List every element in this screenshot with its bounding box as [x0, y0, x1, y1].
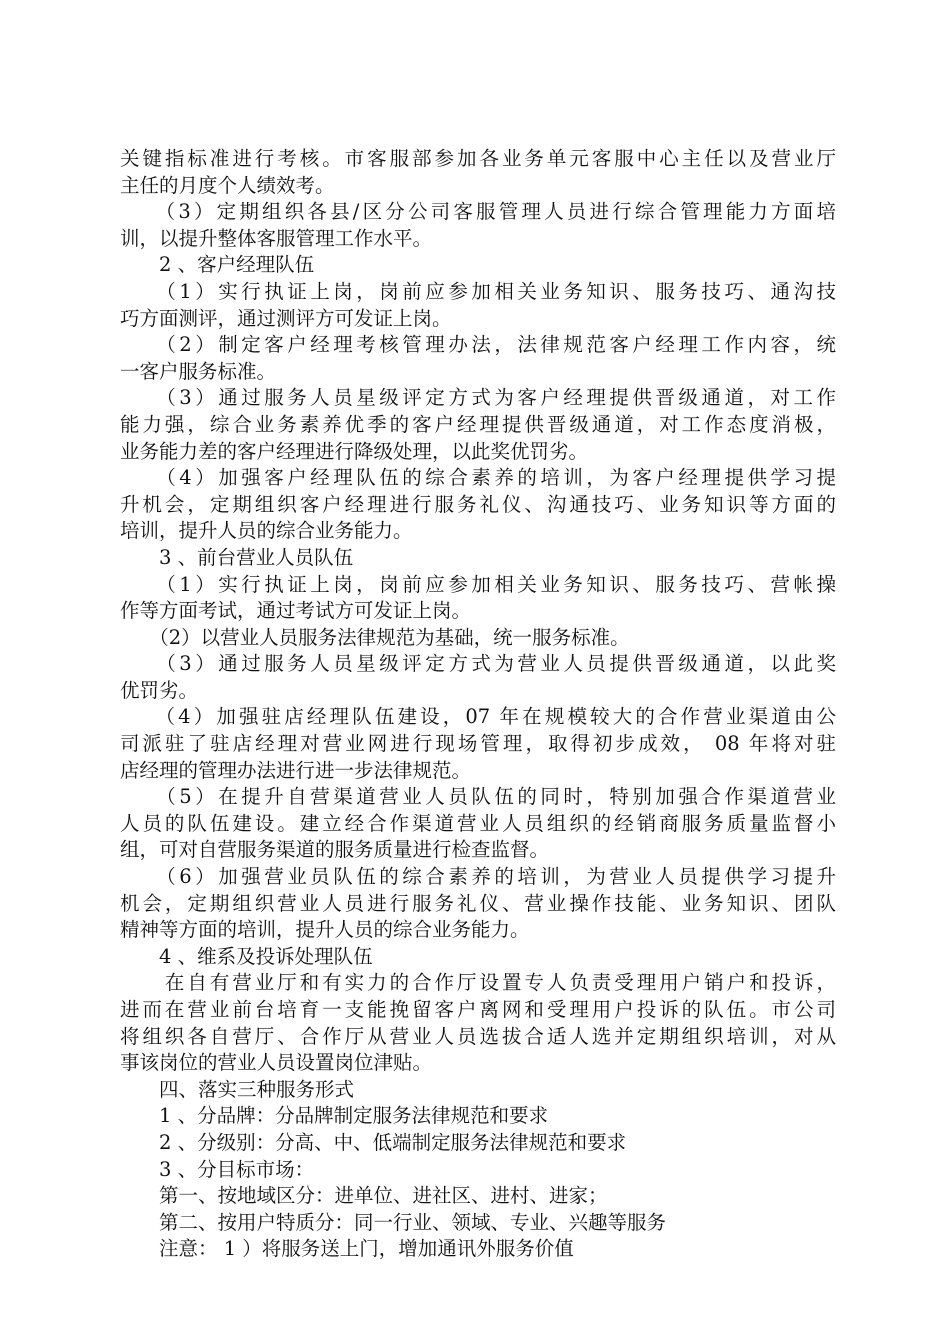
text-line: （2）以营业人员服务法律规范为基础，统一服务标准。: [120, 625, 630, 649]
text-line: （1）实行执证上岗，岗前应参加相关业务知识、服务技巧、通沟技: [120, 279, 836, 303]
text-line: 进而在营业前台培育一支能挽留客户离网和受理用户投诉的队伍。市公司: [120, 998, 836, 1021]
text-line: 主任的月度个人绩效考。: [120, 173, 335, 197]
text-line: 组，可对自营服务渠道的服务质量进行检查监督。: [120, 838, 550, 862]
text-line: 2 、客户经理队伍: [120, 253, 315, 277]
text-line: 精神等方面的培训，提升人员的综合业务能力。: [120, 918, 530, 942]
text-line: （6）加强营业员队伍的综合素养的培训，为营业人员提供学习提升: [120, 865, 836, 889]
text-line: 人员的队伍建设。建立经合作渠道营业人员组织的经销商服务质量监督小: [120, 811, 836, 835]
text-line: 将组织各自营厅、合作厅从营业人员选拔合适人选并定期组织培训，对从: [120, 1024, 836, 1048]
text-line: （4）加强驻店经理队伍建设，07 年在规模较大的合作营业渠道由公: [120, 705, 836, 729]
text-line: 在自有营业厅和有实力的合作厅设置专人负责受理用户销户和投诉，: [120, 971, 836, 995]
text-line: 第二、按用户特质分：同一行业、领域、专业、兴趣等服务: [120, 1210, 667, 1234]
text-line: 关键指标准进行考核。市客服部参加各业务单元客服中心主任以及营业厅: [120, 147, 836, 170]
text-line: （3）通过服务人员星级评定方式为营业人员提供晋级通道，以此奖: [120, 652, 836, 676]
text-line: 店经理的管理办法进行进一步法律规范。: [120, 758, 472, 782]
text-line: 一客户服务标准。: [120, 359, 277, 383]
document-body: [120, 146, 836, 1263]
text-line: 业务能力差的客户经理进行降级处理，以此奖优罚劣。: [120, 439, 589, 463]
text-line: （1）实行执证上岗，岗前应参加相关业务知识、服务技巧、营帐操: [120, 572, 836, 596]
text-line: 第一、按地域区分：进单位、进社区、进村、进家；: [120, 1184, 608, 1208]
text-line: 3 、前台营业人员队伍: [120, 545, 354, 569]
text-line: （3）定期组织各县/区分公司客服管理人员进行综合管理能力方面培: [120, 200, 836, 224]
text-line: （3）通过服务人员星级评定方式为客户经理提供晋级通道，对工作: [120, 386, 836, 410]
text-line: 机会，定期组织营业人员进行服务礼仪、营业操作技能、业务知识、团队: [120, 891, 836, 915]
text-line: 升机会，定期组织客户经理进行服务礼仪、沟通技巧、业务知识等方面的: [120, 492, 836, 516]
text-line: 注意： 1 ）将服务送上门，增加通讯外服务价值: [120, 1237, 574, 1261]
text-line: 培训，提升人员的综合业务能力。: [120, 519, 413, 543]
text-line: 1 、分品牌：分品牌制定服务法律规范和要求: [120, 1104, 549, 1128]
text-line: 2 、分级别：分高、中、低端制定服务法律规范和要求: [120, 1130, 627, 1154]
text-line: 事该岗位的营业人员设置岗位津贴。: [120, 1051, 433, 1075]
text-line: 3 、分目标市场：: [120, 1157, 315, 1181]
text-line: 训，以提升整体客服管理工作水平。: [120, 226, 433, 250]
text-line: （2）制定客户经理考核管理办法，法律规范客户经理工作内容，统: [120, 333, 836, 357]
text-line: 作等方面考试，通过考试方可发证上岗。: [120, 599, 472, 623]
text-line: 司派驻了驻店经理对营业网进行现场管理，取得初步成效， 08 年将对驻: [120, 732, 836, 756]
text-line: （5）在提升自营渠道营业人员队伍的同时，特别加强合作渠道营业: [120, 785, 836, 809]
text-line: 优罚劣。: [120, 678, 199, 702]
text-line: 4 、维系及投诉处理队伍: [120, 944, 373, 968]
text-line: 巧方面测评，通过测评方可发证上岗。: [120, 306, 452, 330]
text-line: 四、落实三种服务形式: [120, 1077, 355, 1101]
text-line: 能力强，综合业务素养优季的客户经理提供晋级通道，对工作态度消极，: [120, 412, 836, 436]
text-line: （4）加强客户经理队伍的综合素养的培训，为客户经理提供学习提: [120, 466, 836, 490]
